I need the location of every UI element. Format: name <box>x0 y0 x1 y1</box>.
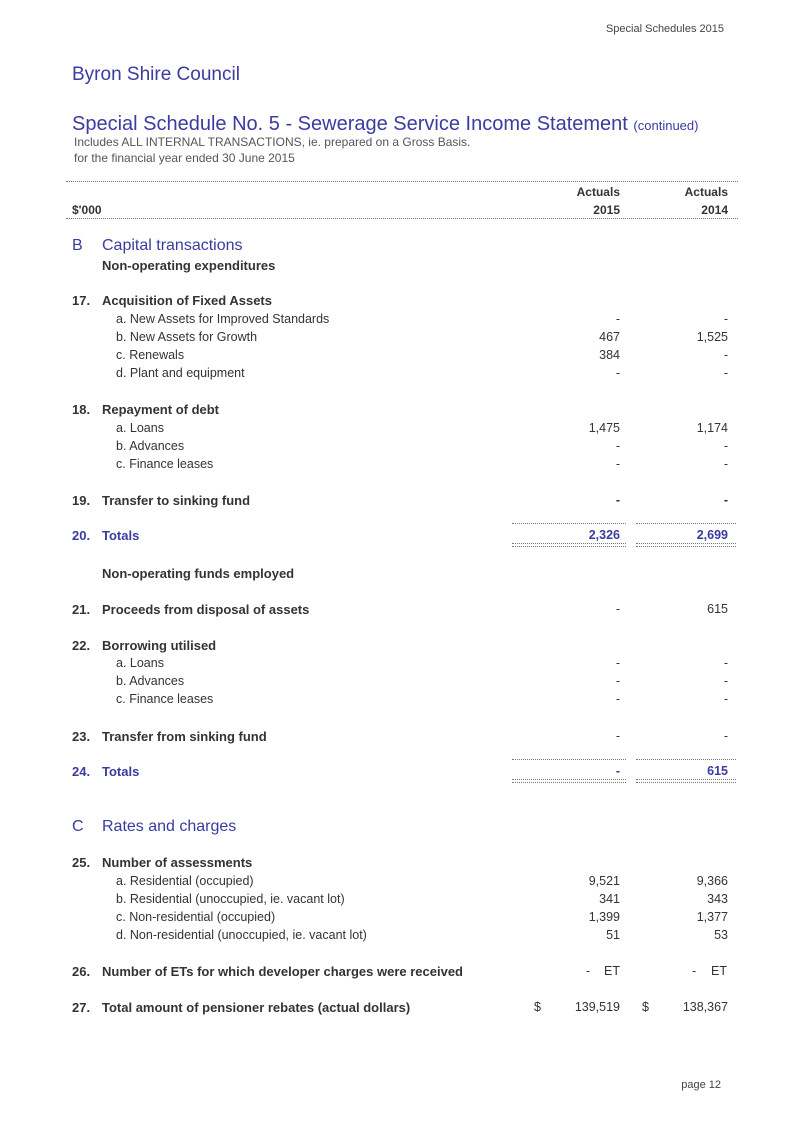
row-label: d. Non-residential (unoccupied, ie. vacant lot) <box>116 928 367 942</box>
title-suffix: (continued) <box>633 118 699 133</box>
row-label: a. Loans <box>116 421 164 435</box>
row-label: a. Loans <box>116 656 164 670</box>
row-label: b. Advances <box>116 439 185 453</box>
value-2014: - <box>723 312 728 326</box>
value-2015: 1,399 <box>588 910 620 924</box>
row-label: Proceeds from disposal of assets <box>102 602 310 617</box>
total-rule-top-2015 <box>512 759 626 760</box>
total-2015: - <box>615 764 620 778</box>
value-2015: - <box>615 366 620 380</box>
row-label: a. New Assets for Improved Standards <box>116 312 330 326</box>
row-label: Total amount of pensioner rebates (actual dollars) <box>102 1000 411 1015</box>
section-c-title: Rates and charges <box>102 818 237 835</box>
value-2015: 341 <box>599 892 620 906</box>
total-2014: 615 <box>707 764 728 778</box>
value-2015: - <box>615 674 620 688</box>
value-2015: 51 <box>606 928 620 942</box>
unit-label: $'000 <box>72 203 102 217</box>
value-2014: 53 <box>714 928 728 942</box>
value-2014: - <box>723 692 728 706</box>
value-2014: - <box>723 439 728 453</box>
value-2014: - <box>723 493 728 507</box>
value-2014: 1,525 <box>696 330 728 344</box>
value-2015: - <box>615 439 620 453</box>
value-2014: 1,377 <box>696 910 728 924</box>
unit-et-2014: ET <box>711 964 727 978</box>
row-label: a. Residential (occupied) <box>116 874 254 888</box>
header-rule-bottom <box>66 218 738 219</box>
row-label: Repayment of debt <box>102 402 220 417</box>
value-2015: 9,521 <box>588 874 620 888</box>
row-label: c. Finance leases <box>116 692 214 706</box>
page-title <box>72 113 698 136</box>
row-number: 26. <box>72 964 91 979</box>
value-2015: 1,475 <box>588 421 620 435</box>
value-2015: - <box>615 602 620 616</box>
row-label: c. Renewals <box>116 348 185 362</box>
subtitle-basis: Includes ALL INTERNAL TRANSACTIONS, ie. prepared on a Gross Basis. <box>74 135 471 149</box>
row-label: Acquisition of Fixed Assets <box>102 293 272 308</box>
total-rule-bottom-2015 <box>512 543 626 547</box>
col-2014-year: 2014 <box>701 203 728 217</box>
row-number: 19. <box>72 493 91 508</box>
row-label: Number of assessments <box>102 855 253 870</box>
value-2014: - <box>723 729 728 743</box>
value-2014: 1,174 <box>696 421 728 435</box>
subheading-non-operating-expenditures: Non-operating expenditures <box>102 258 276 273</box>
value-2015: - <box>615 312 620 326</box>
row-label: d. Plant and equipment <box>116 366 245 380</box>
value-2015: - <box>615 656 620 670</box>
total-2014: 2,699 <box>696 528 728 542</box>
total-rule-top-2014 <box>636 759 736 760</box>
value-2014: - <box>723 366 728 380</box>
value-2014: - <box>692 964 697 978</box>
row-label: b. New Assets for Growth <box>116 330 258 344</box>
section-b-letter: B <box>72 237 83 254</box>
row-label: Transfer from sinking fund <box>102 729 267 744</box>
value-2014: - <box>723 674 728 688</box>
header-rule-top <box>66 181 738 182</box>
col-2015-label: Actuals <box>576 185 620 199</box>
row-label: b. Advances <box>116 674 185 688</box>
row-label: Transfer to sinking fund <box>102 493 251 508</box>
value-2015: 384 <box>599 348 620 362</box>
row-label: Number of ETs for which developer charges were received <box>102 964 463 979</box>
value-2014: 9,366 <box>696 874 728 888</box>
row-number: 22. <box>72 638 91 653</box>
row-label: b. Residential (unoccupied, ie. vacant lot) <box>116 892 345 906</box>
row-number: 24. <box>72 764 91 779</box>
document-header: Special Schedules 2015 <box>605 23 724 35</box>
row-label: c. Finance leases <box>116 457 214 471</box>
col-2015-year: 2015 <box>593 203 620 217</box>
value-2015: 139,519 <box>574 1000 620 1014</box>
title-main: Special Schedule No. 5 - Sewerage Service Income Statement <box>72 113 628 135</box>
row-number: 18. <box>72 402 91 417</box>
section-b-title: Capital transactions <box>102 237 243 254</box>
value-2015: - <box>615 457 620 471</box>
total-rule-bottom-2014 <box>636 543 736 547</box>
value-2014: - <box>723 457 728 471</box>
value-2015: - <box>615 493 620 507</box>
value-2014: - <box>723 348 728 362</box>
row-number: 17. <box>72 293 91 308</box>
value-2014: 343 <box>707 892 728 906</box>
section-c-letter: C <box>72 818 84 835</box>
row-label: c. Non-residential (occupied) <box>116 910 276 924</box>
total-rule-bottom-2015 <box>512 779 626 783</box>
value-2015: - <box>615 692 620 706</box>
currency-2014: $ <box>642 1000 649 1014</box>
page-number: page 12 <box>681 1079 721 1091</box>
row-number: 27. <box>72 1000 91 1015</box>
row-number: 25. <box>72 855 91 870</box>
total-rule-top-2015 <box>512 523 626 524</box>
row-label: Totals <box>102 764 140 779</box>
value-2014: - <box>723 656 728 670</box>
row-number: 21. <box>72 602 91 617</box>
value-2015: - <box>615 729 620 743</box>
subtitle-period: for the financial year ended 30 June 2015 <box>74 151 295 165</box>
unit-et-2015: ET <box>604 964 620 978</box>
council-name: Byron Shire Council <box>72 64 240 85</box>
subheading-non-operating-funds: Non-operating funds employed <box>102 566 295 581</box>
row-number: 20. <box>72 528 91 543</box>
row-label: Borrowing utilised <box>102 638 217 653</box>
total-rule-bottom-2014 <box>636 779 736 783</box>
currency-2015: $ <box>534 1000 541 1014</box>
value-2015: 467 <box>599 330 620 344</box>
row-label: Totals <box>102 528 140 543</box>
value-2015: - <box>586 964 591 978</box>
row-number: 23. <box>72 729 91 744</box>
value-2014: 615 <box>707 602 728 616</box>
col-2014-label: Actuals <box>684 185 728 199</box>
total-2015: 2,326 <box>588 528 620 542</box>
value-2014: 138,367 <box>682 1000 728 1014</box>
total-rule-top-2014 <box>636 523 736 524</box>
